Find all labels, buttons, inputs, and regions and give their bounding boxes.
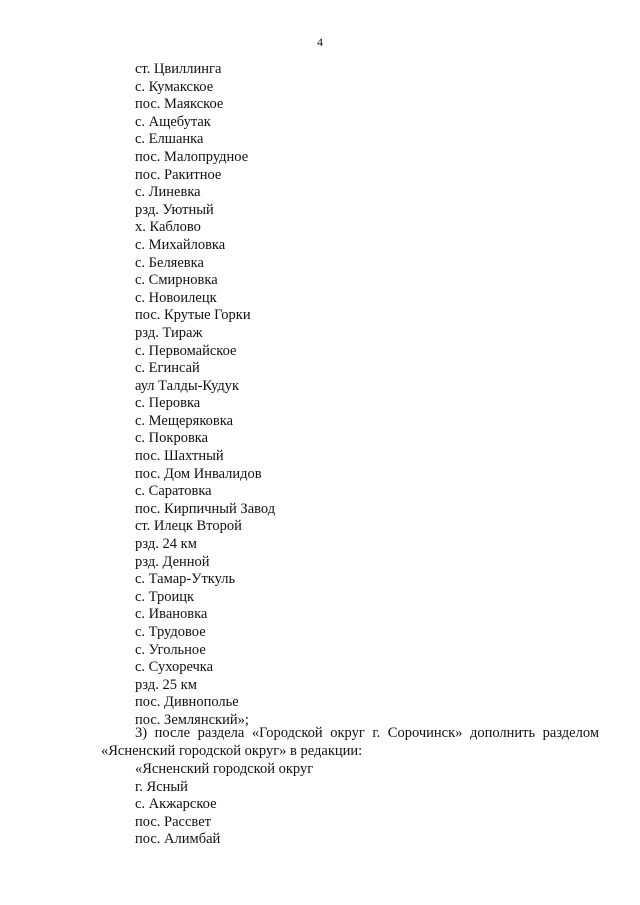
list-item: с. Покровка xyxy=(135,430,209,447)
list-item: г. Ясный xyxy=(135,778,188,795)
list-item: с. Смирновка xyxy=(135,272,218,289)
list-item: с. Егинсай xyxy=(135,360,200,377)
list-item: с. Ивановка xyxy=(135,606,208,623)
amendment-paragraph: 3) после раздела «Городской округ г. Сорочинск» дополнить разделом «Ясненский городской округ» в редакции: xyxy=(101,725,599,759)
list-item: рзд. Денной xyxy=(135,553,210,570)
list-item: пос. Рассвет xyxy=(135,813,211,830)
list-item: с. Трудовое xyxy=(135,624,206,640)
list-item: с. Саратовка xyxy=(135,483,212,500)
list-item: пос. Дивнополье xyxy=(135,694,239,711)
list-item: пос. Кирпичный Завод xyxy=(135,500,276,517)
list-item: с. Беляевка xyxy=(135,254,204,271)
list-item: пос. Маякское xyxy=(135,96,224,113)
list-item: с. Мещеряковка xyxy=(135,412,234,429)
new-section-list xyxy=(135,761,313,849)
list-item: с. Тамар-Уткуль xyxy=(135,571,236,588)
list-item: с. Акжарское xyxy=(135,796,217,813)
list-item: с. Угольное xyxy=(135,641,206,658)
list-item: ст. Цвиллинга xyxy=(135,61,222,77)
list-item: пос. Дом Инвалидов xyxy=(135,465,262,482)
list-item: с. Новоилецк xyxy=(135,289,217,306)
list-item: рзд. 24 км xyxy=(135,536,197,553)
list-item: с. Перовка xyxy=(135,395,201,412)
list-item: «Ясненский городской округ xyxy=(135,761,314,777)
list-item: пос. Крутые Горки xyxy=(135,307,251,324)
list-item: х. Каблово xyxy=(135,219,201,236)
list-item: с. Линевка xyxy=(135,184,201,201)
list-item: аул Талды-Кудук xyxy=(135,377,240,394)
list-item: с. Михайловка xyxy=(135,236,226,253)
list-item: рзд. Уютный xyxy=(135,201,214,218)
page-number: 4 xyxy=(317,35,323,49)
list-item: пос. Шахтный xyxy=(135,448,224,465)
list-item: с. Елшанка xyxy=(135,131,204,148)
list-item: пос. Малопрудное xyxy=(135,148,249,165)
list-item: пос. Землянский»; xyxy=(135,711,249,728)
list-item: с. Сухоречка xyxy=(135,659,214,676)
list-item: ст. Илецк Второй xyxy=(135,518,242,535)
list-item: с. Троицк xyxy=(135,588,195,605)
list-item: рзд. 25 км xyxy=(135,676,197,693)
list-item: с. Первомайское xyxy=(135,342,237,359)
list-item: пос. Алимбай xyxy=(135,831,221,848)
list-item: с. Ащебутак xyxy=(135,113,211,130)
list-item: рзд. Тираж xyxy=(135,324,203,341)
list-item: пос. Ракитное xyxy=(135,166,222,183)
list-item: с. Кумакское xyxy=(135,78,214,95)
settlement-list xyxy=(135,61,275,730)
